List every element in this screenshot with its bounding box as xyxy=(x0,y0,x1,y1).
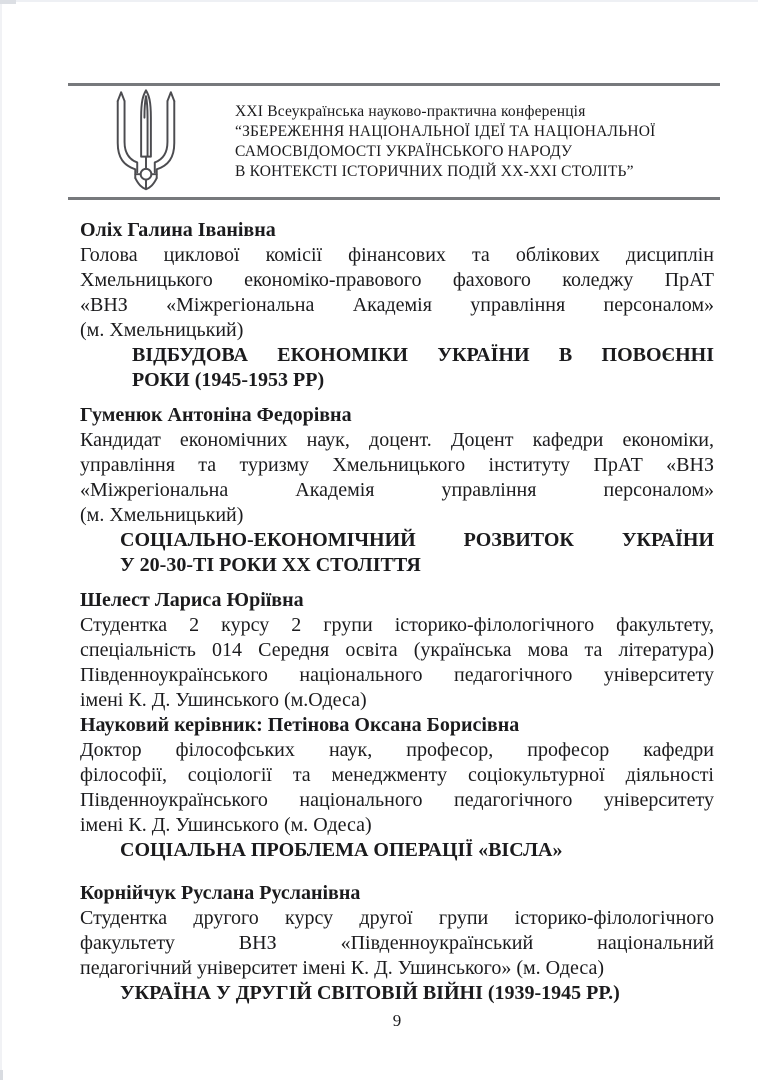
text-line: педагогічний університет імені К. Д. Ушинського» (м. Одеса) xyxy=(80,957,605,979)
page-edge-left xyxy=(0,0,2,1080)
page-edge-corner-mark xyxy=(0,0,16,4)
text-line: Кандидат економічних наук, доцент. Доцент кафедри економіки, xyxy=(80,429,714,451)
text-line: Шелест Лариса Юріївна xyxy=(80,589,304,611)
text-line: Хмельницького економіко-правового фахового коледжу ПрАТ xyxy=(80,269,714,291)
conference-title-line-2: САМОСВІДОМОСТІ УКРАЇНСЬКОГО НАРОДУ xyxy=(235,143,573,160)
page-edge-top xyxy=(0,0,758,2)
text-line: Південноукраїнського національного педагогічного університету xyxy=(80,789,714,811)
text-line: Оліх Галина Іванівна xyxy=(80,219,276,241)
entry xyxy=(80,403,714,578)
text-line: імені К. Д. Ушинського (м.Одеса) xyxy=(80,689,367,711)
conference-title-line-3: В КОНТЕКСТІ ІСТОРИЧНИХ ПОДІЙ ХХ-ХХІ СТОЛІТЬ” xyxy=(235,163,634,180)
text-line: філософії, соціології та менеджменту соціокультурної діяльності xyxy=(80,764,714,786)
text-line: Корнійчук Руслана Русланівна xyxy=(80,882,361,904)
entry xyxy=(80,588,714,863)
text-line: управління та туризму Хмельницького інституту ПрАТ «ВНЗ xyxy=(80,454,714,476)
author-name xyxy=(80,881,714,906)
text-line: РОКИ (1945-1953 РР) xyxy=(132,369,325,391)
text-line: Південноукраїнського національного педагогічного університету xyxy=(80,664,714,686)
author-name xyxy=(80,218,714,243)
entry xyxy=(80,881,714,1006)
tryzub-coat-of-arms-icon xyxy=(107,88,185,196)
entry-description xyxy=(80,906,714,981)
text-line: ВІДБУДОВА ЕКОНОМІКИ УКРАЇНИ В ПОВОЄННІ xyxy=(132,344,714,366)
page-number: 9 xyxy=(392,1011,402,1030)
text-line: імені К. Д. Ушинського (м. Одеса) xyxy=(80,814,372,836)
page-edge-bottom-mark xyxy=(0,1070,3,1080)
entry-description xyxy=(80,738,714,838)
text-line: «Міжрегіональна Академія управління персоналом» xyxy=(80,479,714,501)
text-line: спеціальність 014 Середня освіта (українська мова та література) xyxy=(80,639,714,661)
conference-title-line-1: “ЗБЕРЕЖЕННЯ НАЦІОНАЛЬНОЇ ІДЕЇ ТА НАЦІОНАЛЬНОЇ xyxy=(235,123,656,140)
conference-title-block xyxy=(235,102,715,182)
conference-name: ХХІ Всеукраїнська науково-практична конференція xyxy=(235,103,586,120)
text-line: СОЦІАЛЬНА ПРОБЛЕМА ОПЕРАЦІЇ «ВІСЛА» xyxy=(120,839,563,861)
text-line: Студентка другого курсу другої групи історико-філологічного xyxy=(80,907,714,929)
header-rule-bottom xyxy=(68,197,720,200)
paper-title xyxy=(132,343,714,393)
entry-description xyxy=(80,428,714,528)
text-line: Гуменюк Антоніна Федорівна xyxy=(80,404,352,426)
paper-title xyxy=(120,528,714,578)
text-line: Студентка 2 курсу 2 групи історико-філологічного факультету, xyxy=(80,614,714,636)
author-name xyxy=(80,403,714,428)
header-rule-top xyxy=(68,83,720,86)
entry-description xyxy=(80,613,714,713)
text-line: У 20-30-ТІ РОКИ ХХ СТОЛІТТЯ xyxy=(120,554,421,576)
text-line: «ВНЗ «Міжрегіональна Академія управління персоналом» xyxy=(80,294,714,316)
text-line: факультету ВНЗ «Південноукраїнський національний xyxy=(80,932,714,954)
author-name xyxy=(80,588,714,613)
text-line: СОЦІАЛЬНО-ЕКОНОМІЧНИЙ РОЗВИТОК УКРАЇНИ xyxy=(120,529,714,551)
text-line: УКРАЇНА У ДРУГІЙ СВІТОВІЙ ВІЙНІ (1939-1945 РР.) xyxy=(120,982,620,1004)
text-line: Доктор філософських наук, професор, професор кафедри xyxy=(80,739,714,761)
text-line: (м. Хмельницький) xyxy=(80,504,244,526)
advisor-name xyxy=(80,713,714,738)
text-line: (м. Хмельницький) xyxy=(80,319,244,341)
text-line: Голова циклової комісії фінансових та облікових дисциплін xyxy=(80,244,714,266)
paper-title xyxy=(120,981,714,1006)
entry xyxy=(80,218,714,393)
paper-title xyxy=(120,838,714,863)
entry-description xyxy=(80,243,714,343)
entries-list xyxy=(80,218,714,1006)
text-line: Науковий керівник: Петінова Оксана Борисівна xyxy=(80,714,520,736)
